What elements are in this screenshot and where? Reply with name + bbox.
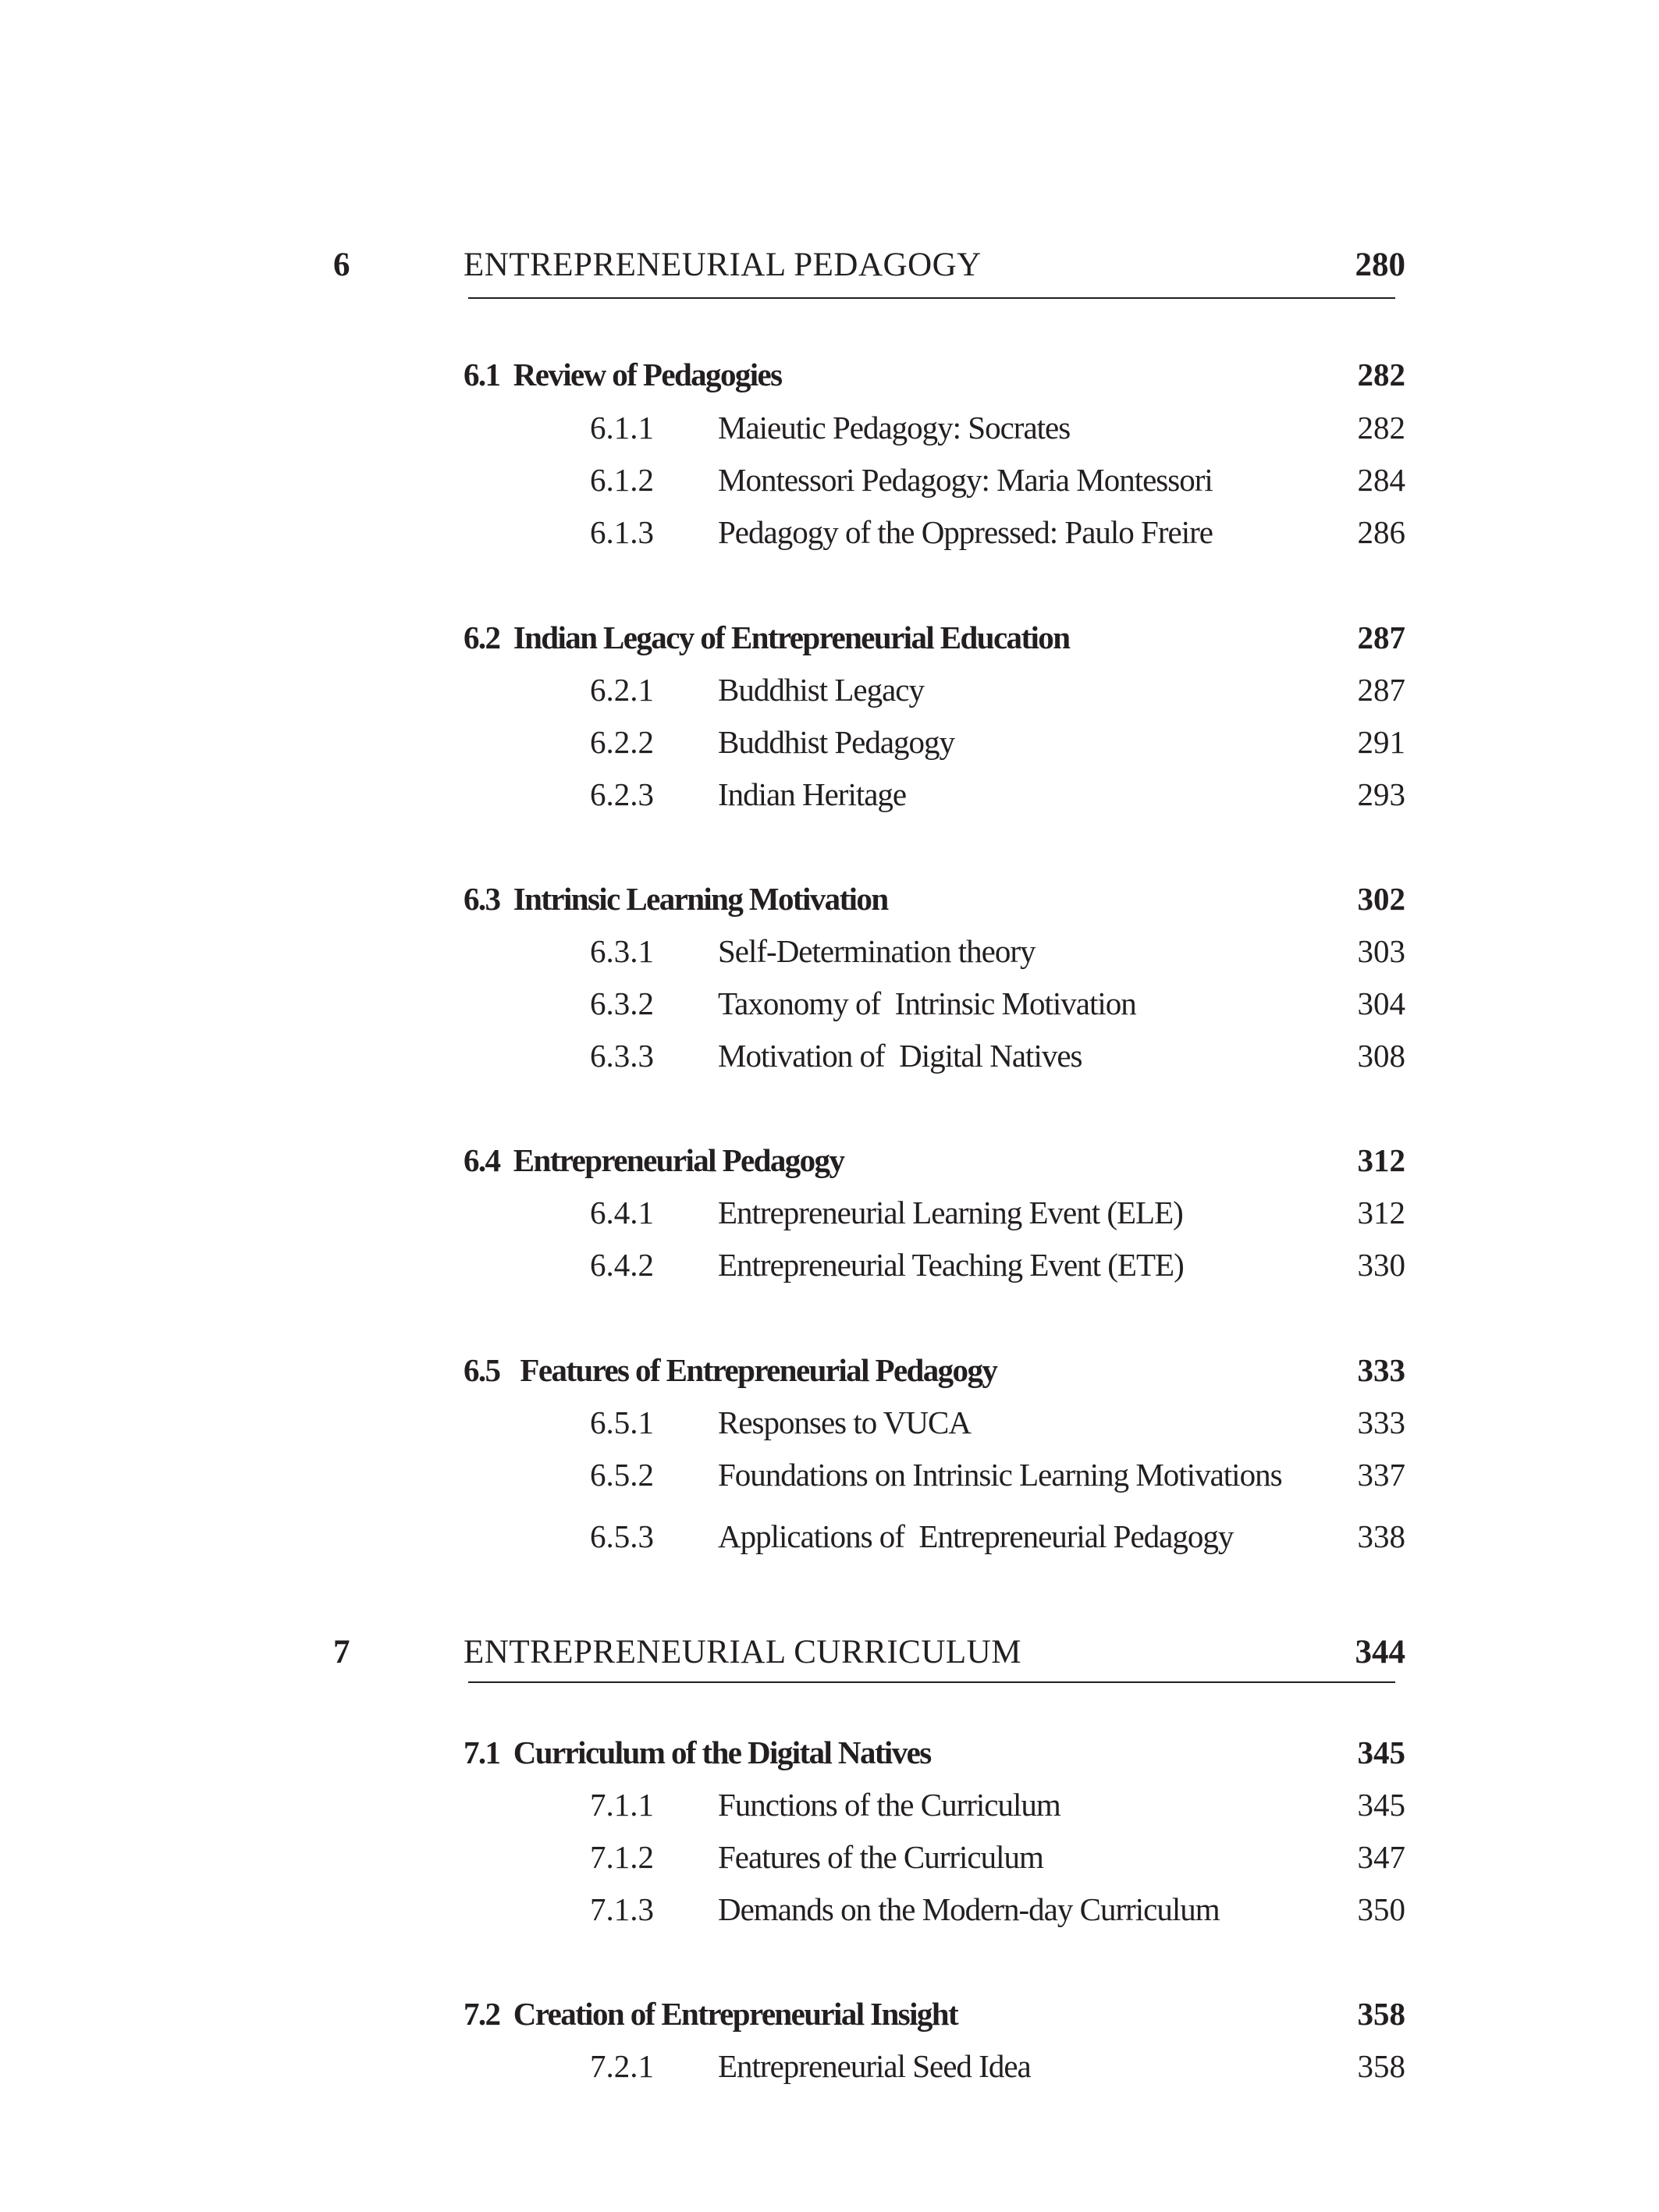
subsection-page-number: 312 <box>1357 1195 1405 1230</box>
subsection-number: 7.1.1 <box>590 1787 654 1823</box>
subsection-title: Features of the Curriculum <box>718 1839 1043 1875</box>
chapter-number: 6 <box>333 247 350 283</box>
chapter-title: ENTREPRENEURIAL CURRICULUM <box>464 1634 1021 1671</box>
subsection-page-number: 287 <box>1357 672 1405 708</box>
subsection-title: Montessori Pedagogy: Maria Montessori <box>718 462 1213 498</box>
subsection-number: 6.4.2 <box>590 1247 654 1283</box>
subsection-number: 6.2.2 <box>590 724 654 760</box>
section-title: 6.5 Features of Entrepreneurial Pedagogy <box>464 1352 997 1388</box>
chapter-divider <box>468 297 1395 299</box>
section-page-number: 282 <box>1357 357 1405 392</box>
subsection-page-number: 337 <box>1357 1457 1405 1493</box>
chapter-page-number: 280 <box>1355 247 1405 283</box>
subsection-page-number: 308 <box>1357 1038 1405 1074</box>
subsection-page-number: 345 <box>1357 1787 1405 1823</box>
subsection-title: Demands on the Modern-day Curriculum <box>718 1891 1220 1927</box>
subsection-title: Entrepreneurial Seed Idea <box>718 2048 1031 2084</box>
subsection-number: 6.5.2 <box>590 1457 654 1493</box>
subsection-page-number: 350 <box>1357 1891 1405 1927</box>
chapter-number: 7 <box>333 1634 350 1671</box>
subsection-title: Applications of Entrepreneurial Pedagogy <box>718 1518 1234 1554</box>
section-page-number: 312 <box>1357 1142 1405 1178</box>
section-title: 7.2 Creation of Entrepreneurial Insight <box>464 1996 958 2032</box>
subsection-title: Motivation of Digital Natives <box>718 1038 1082 1074</box>
subsection-number: 6.1.1 <box>590 410 654 446</box>
subsection-title: Buddhist Pedagogy <box>718 724 955 760</box>
section-page-number: 287 <box>1357 620 1405 655</box>
subsection-page-number: 304 <box>1357 985 1405 1021</box>
subsection-number: 6.2.1 <box>590 672 654 708</box>
subsection-page-number: 333 <box>1357 1404 1405 1440</box>
section-title: 6.4 Entrepreneurial Pedagogy <box>464 1142 844 1178</box>
subsection-title: Buddhist Legacy <box>718 672 924 708</box>
subsection-title: Foundations on Intrinsic Learning Motivations <box>718 1457 1282 1493</box>
section-page-number: 333 <box>1357 1352 1405 1388</box>
subsection-page-number: 291 <box>1357 724 1405 760</box>
subsection-number: 6.3.3 <box>590 1038 654 1074</box>
subsection-page-number: 330 <box>1357 1247 1405 1283</box>
section-page-number: 358 <box>1357 1996 1405 2032</box>
subsection-number: 7.2.1 <box>590 2048 654 2084</box>
subsection-number: 6.1.3 <box>590 514 654 550</box>
subsection-page-number: 303 <box>1357 933 1405 969</box>
subsection-number: 6.5.1 <box>590 1404 654 1440</box>
subsection-title: Taxonomy of Intrinsic Motivation <box>718 985 1136 1021</box>
subsection-number: 7.1.2 <box>590 1839 654 1875</box>
subsection-number: 6.4.1 <box>590 1195 654 1230</box>
subsection-number: 6.1.2 <box>590 462 654 498</box>
subsection-page-number: 293 <box>1357 776 1405 812</box>
section-title: 7.1 Curriculum of the Digital Natives <box>464 1734 931 1770</box>
subsection-number: 7.1.3 <box>590 1891 654 1927</box>
subsection-page-number: 282 <box>1357 410 1405 446</box>
section-title: 6.3 Intrinsic Learning Motivation <box>464 881 888 917</box>
chapter-page-number: 344 <box>1355 1634 1405 1671</box>
section-title: 6.2 Indian Legacy of Entrepreneurial Education <box>464 620 1070 655</box>
subsection-title: Indian Heritage <box>718 776 907 812</box>
subsection-title: Functions of the Curriculum <box>718 1787 1060 1823</box>
subsection-page-number: 347 <box>1357 1839 1405 1875</box>
subsection-title: Maieutic Pedagogy: Socrates <box>718 410 1071 446</box>
subsection-title: Entrepreneurial Learning Event (ELE) <box>718 1195 1183 1230</box>
section-page-number: 302 <box>1357 881 1405 917</box>
subsection-title: Entrepreneurial Teaching Event (ETE) <box>718 1247 1184 1283</box>
subsection-number: 6.5.3 <box>590 1518 654 1554</box>
section-title: 6.1 Review of Pedagogies <box>464 357 782 392</box>
subsection-page-number: 284 <box>1357 462 1405 498</box>
subsection-title: Responses to VUCA <box>718 1404 971 1440</box>
subsection-number: 6.2.3 <box>590 776 654 812</box>
subsection-number: 6.3.2 <box>590 985 654 1021</box>
subsection-page-number: 286 <box>1357 514 1405 550</box>
chapter-title: ENTREPRENEURIAL PEDAGOGY <box>464 247 982 283</box>
subsection-title: Self-Determination theory <box>718 933 1036 969</box>
section-page-number: 345 <box>1357 1734 1405 1770</box>
subsection-title: Pedagogy of the Oppressed: Paulo Freire <box>718 514 1213 550</box>
subsection-page-number: 338 <box>1357 1518 1405 1554</box>
subsection-number: 6.3.1 <box>590 933 654 969</box>
chapter-divider <box>468 1681 1395 1683</box>
subsection-page-number: 358 <box>1357 2048 1405 2084</box>
